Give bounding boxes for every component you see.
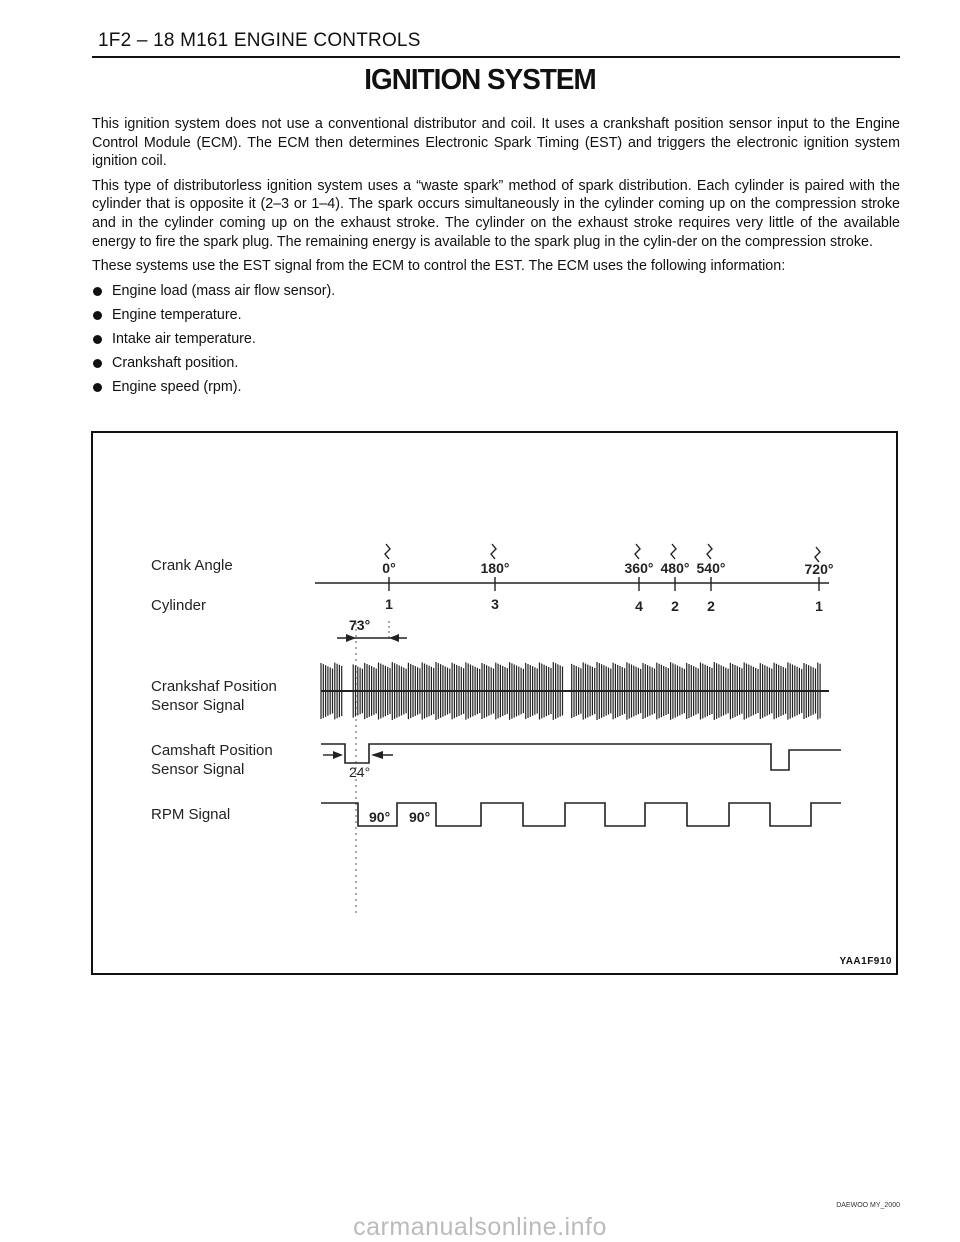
bullet-item: Engine temperature. bbox=[92, 306, 900, 330]
label-camshaft-2: Sensor Signal bbox=[151, 761, 245, 778]
label-crankshaft-1: Crankshaf Position bbox=[151, 678, 277, 695]
angle-0: 0° bbox=[382, 560, 396, 576]
offset-24: 24° bbox=[349, 764, 371, 780]
label-crankshaft-2: Sensor Signal bbox=[151, 697, 245, 714]
rpm-signal-trace bbox=[321, 803, 841, 826]
angle-480: 480° bbox=[660, 560, 690, 576]
cylinder-4: 4 bbox=[635, 598, 643, 614]
timing-diagram-svg bbox=[93, 433, 896, 973]
angle-720: 720° bbox=[804, 561, 834, 577]
bullet-icon bbox=[93, 311, 102, 320]
bullet-icon bbox=[93, 359, 102, 368]
paragraph-2: This type of distributorless ignition system uses a “waste spark” method of spark distribution. Each cylinder is paired with the cylinder that is opposite it (2–3 or 1–4). The spark occurs simultaneously in the cylinder coming up on the compression stroke and in the cylinder coming up on the exhaust stroke. The cylinder on the exhaust stroke requires very little of the available energy to fire the spark plug. The remaining energy is available to the spark plug in the cylin-der on the compression stroke. bbox=[92, 177, 900, 250]
paragraph-3: These systems use the EST signal from the ECM to control the EST. The ECM uses the following information: bbox=[92, 258, 786, 275]
bullet-item: Engine speed (rpm). bbox=[92, 378, 900, 402]
watermark: carmanualsonline.info bbox=[353, 1213, 607, 1241]
bullet-item: Intake air temperature. bbox=[92, 330, 900, 354]
section-title: IGNITION SYSTEM bbox=[364, 64, 596, 96]
info-bullet-list bbox=[92, 282, 900, 402]
bullet-icon bbox=[93, 383, 102, 392]
bullet-item: Crankshaft position. bbox=[92, 354, 900, 378]
bullet-icon bbox=[93, 287, 102, 296]
angle-360: 360° bbox=[624, 560, 654, 576]
rpm-90-a: 90° bbox=[369, 809, 391, 825]
label-camshaft-1: Camshaft Position bbox=[151, 742, 273, 759]
body-text bbox=[92, 115, 900, 402]
crankshaft-signal-trace bbox=[321, 662, 829, 720]
label-crank-angle: Crank Angle bbox=[151, 557, 233, 574]
page-header bbox=[92, 28, 900, 58]
footer-text: DAEWOO MY_2000 bbox=[836, 1202, 900, 1209]
label-rpm: RPM Signal bbox=[151, 806, 231, 823]
cylinder-1b: 1 bbox=[815, 598, 823, 614]
bullet-icon bbox=[93, 335, 102, 344]
rpm-90-b: 90° bbox=[409, 809, 431, 825]
camshaft-signal-trace bbox=[321, 744, 841, 770]
cylinder-2a: 2 bbox=[671, 598, 679, 614]
bullet-item: Engine load (mass air flow sensor). bbox=[92, 282, 900, 306]
paragraph-1: This ignition system does not use a conventional distributor and coil. It uses a crankshaft position sensor input to the Engine Control Module (ECM). The ECM then determines Electronic Spark Timing (EST) and triggers the electronic ignition system ignition coil. bbox=[92, 116, 900, 170]
ignition-timing-diagram bbox=[91, 431, 898, 975]
angle-540: 540° bbox=[696, 560, 726, 576]
header-text: 1F2 – 18 M161 ENGINE CONTROLS bbox=[98, 30, 421, 51]
cylinder-2b: 2 bbox=[707, 598, 715, 614]
label-cylinder: Cylinder bbox=[151, 597, 207, 614]
cylinder-3: 3 bbox=[491, 596, 499, 612]
offset-24-marker bbox=[323, 751, 393, 780]
cylinder-1: 1 bbox=[385, 596, 393, 612]
angle-180: 180° bbox=[480, 560, 510, 576]
offset-73: 73° bbox=[349, 617, 371, 633]
figure-code: YAA1F910 bbox=[839, 956, 892, 967]
offset-73-marker bbox=[337, 617, 407, 913]
